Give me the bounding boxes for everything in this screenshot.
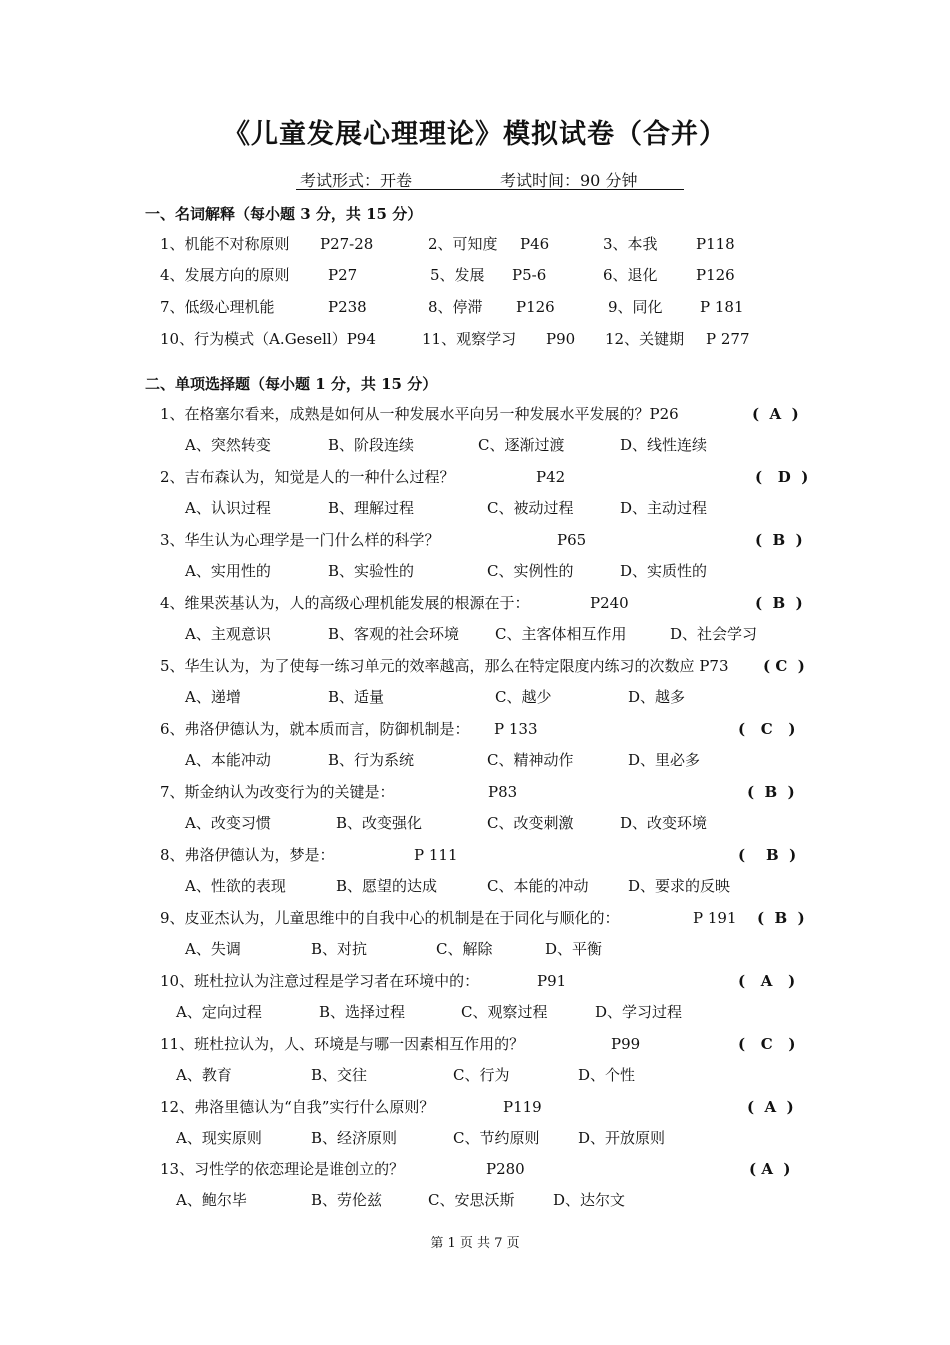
term-label: 1、机能不对称原则 [160,235,290,253]
question-stem: 7、斯金纳认为改变行为的关键是： [160,783,395,801]
option: D、越多 [628,688,686,706]
option: A、失调 [185,940,241,958]
answer-paren: ( B ) [757,909,805,927]
option: C、逐渐过渡 [478,436,565,454]
answer-paren: ( A ) [738,972,796,990]
question-page: P240 [590,594,629,612]
option: C、本能的冲动 [487,877,589,895]
option: C、行为 [453,1066,510,1084]
answer: C [760,1035,773,1053]
answer-paren: ( D ) [755,468,809,486]
term-page: P27-28 [320,235,374,253]
answer-paren: ( C ) [738,720,796,738]
question-stem: 2、吉布森认为，知觉是人的一种什么过程？ [160,468,455,486]
term-page: P 277 [706,330,750,348]
option: B、适量 [328,688,385,706]
term-page: P118 [696,235,735,253]
answer-paren: ( C ) [738,1035,796,1053]
question-stem: 9、皮亚杰认为，儿童思维中的自我中心的机制是在于同化与顺化的： [160,909,620,927]
term-label: 7、低级心理机能 [160,298,275,316]
option: A、认识过程 [185,499,271,517]
answer: C [775,657,788,675]
answer: D [777,468,791,486]
option: A、递增 [185,688,241,706]
option: D、要求的反映 [628,877,731,895]
option: D、线性连续 [620,436,708,454]
option: B、愿望的达成 [336,877,438,895]
term-label: 9、同化 [608,298,663,316]
question-page: P 133 [494,720,538,738]
answer: B [764,783,778,801]
question-page: P 111 [414,846,458,864]
term-label: 6、退化 [603,266,658,284]
term-label: 4、发展方向的原则 [160,266,290,284]
option: C、解除 [436,940,493,958]
option: C、实例性的 [487,562,574,580]
term-label: 2、可知度 [428,235,498,253]
option: C、越少 [495,688,552,706]
option: A、性欲的表现 [185,877,286,895]
term-label: 5、发展 [430,266,485,284]
question-page: P 191 [693,909,737,927]
answer: A [769,405,782,423]
question-stem: 10、班杜拉认为注意过程是学习者在环境中的： [160,972,480,990]
option: A、鲍尔毕 [176,1191,247,1209]
term-page: P46 [520,235,550,253]
term-page: P 181 [700,298,744,316]
option: B、选择过程 [319,1003,406,1021]
option: C、主客体相互作用 [495,625,627,643]
question-stem: 6、弗洛伊德认为，就本质而言，防御机制是： [160,720,470,738]
exam-form: 考试形式：开卷 [300,171,413,190]
option: A、改变习惯 [185,814,271,832]
answer: B [766,846,779,864]
question-page: P119 [503,1098,542,1116]
option: A、定向过程 [176,1003,262,1021]
answer-paren: ( A ) [749,1160,791,1178]
answer-paren: ( C ) [763,657,805,675]
option: A、本能冲动 [185,751,271,769]
option: A、主观意识 [185,625,271,643]
exam-time: 考试时间：90 分钟 [500,171,638,190]
option: C、精神动作 [487,751,574,769]
option: B、经济原则 [311,1129,398,1147]
answer: B [772,594,786,612]
section-heading: 二、单项选择题（每小题 1 分，共 15 分） [145,375,438,393]
term-page: P126 [516,298,555,316]
question-stem: 12、弗洛里德认为“自我”实行什么原则？ [160,1098,435,1116]
term-label: 10、行为模式（A.Gesell）P94 [160,330,376,348]
option: B、理解过程 [328,499,415,517]
option: C、观察过程 [461,1003,548,1021]
option: D、社会学习 [670,625,758,643]
option: D、个性 [578,1066,636,1084]
page-footer: 第 1 页 共 7 页 [430,1236,520,1251]
question-page: P65 [557,531,587,549]
option: D、学习过程 [595,1003,683,1021]
exam-info [296,167,684,190]
question-stem: 1、在格塞尔看来，成熟是如何从一种发展水平向另一种发展水平发展的？P26 [160,405,679,423]
answer-paren: ( B ) [755,594,803,612]
question-stem: 4、维果茨基认为，人的高级心理机能发展的根源在于： [160,594,530,612]
option: D、主动过程 [620,499,708,517]
answer-paren: ( A ) [747,1098,794,1116]
term-label: 12、关键期 [605,330,685,348]
option: A、教育 [176,1066,232,1084]
page-title: 《儿童发展心理理论》模拟试卷（合并） [223,119,727,150]
answer-paren: ( B ) [755,531,803,549]
question-stem: 5、华生认为，为了使每一练习单元的效率越高，那么在特定限度内练习的次数应 P73 [160,657,729,675]
option: B、对抗 [311,940,368,958]
option: B、改变强化 [336,814,423,832]
answer: B [774,909,788,927]
answer-paren: ( B ) [747,783,795,801]
option: B、劳伦兹 [311,1191,383,1209]
term-page: P238 [328,298,367,316]
option: D、里必多 [628,751,701,769]
term-page: P126 [696,266,735,284]
answer: C [760,720,773,738]
question-stem: 13、习性学的依恋理论是谁创立的？ [160,1160,405,1178]
option: B、阶段连续 [328,436,415,454]
answer: A [764,1098,777,1116]
option: A、突然转变 [185,436,271,454]
question-stem: 8、弗洛伊德认为，梦是： [160,846,335,864]
term-page: P27 [328,266,358,284]
question-stem: 3、华生认为心理学是一门什么样的科学？ [160,531,440,549]
option: B、实验性的 [328,562,415,580]
question-page: P83 [488,783,518,801]
option: C、被动过程 [487,499,574,517]
term-label: 11、观察学习 [422,330,517,348]
option: A、现实原则 [176,1129,262,1147]
option: C、改变刺激 [487,814,574,832]
answer: A [760,972,773,990]
option: C、节约原则 [453,1129,540,1147]
question-page: P42 [536,468,566,486]
option: D、改变环境 [620,814,708,832]
option: C、安思沃斯 [428,1191,515,1209]
answer: A [761,1160,773,1178]
term-page: P90 [546,330,576,348]
question-page: P99 [611,1035,641,1053]
question-stem: 11、班杜拉认为，人、环境是与哪一因素相互作用的？ [160,1035,525,1053]
option: D、开放原则 [578,1129,666,1147]
question-page: P91 [537,972,567,990]
option: D、达尔文 [553,1191,626,1209]
term-label: 3、本我 [603,235,658,253]
question-page: P280 [486,1160,525,1178]
option: B、客观的社会环境 [328,625,460,643]
term-page: P5-6 [512,266,547,284]
section-heading: 一、名词解释（每小题 3 分，共 15 分） [145,205,423,223]
option: D、实质性的 [620,562,708,580]
answer-paren: ( A ) [752,405,799,423]
option: D、平衡 [545,940,603,958]
answer-paren: ( B ) [738,846,797,864]
option: A、实用性的 [185,562,271,580]
term-label: 8、停滞 [428,298,483,316]
option: B、交往 [311,1066,368,1084]
option: B、行为系统 [328,751,415,769]
answer: B [772,531,786,549]
